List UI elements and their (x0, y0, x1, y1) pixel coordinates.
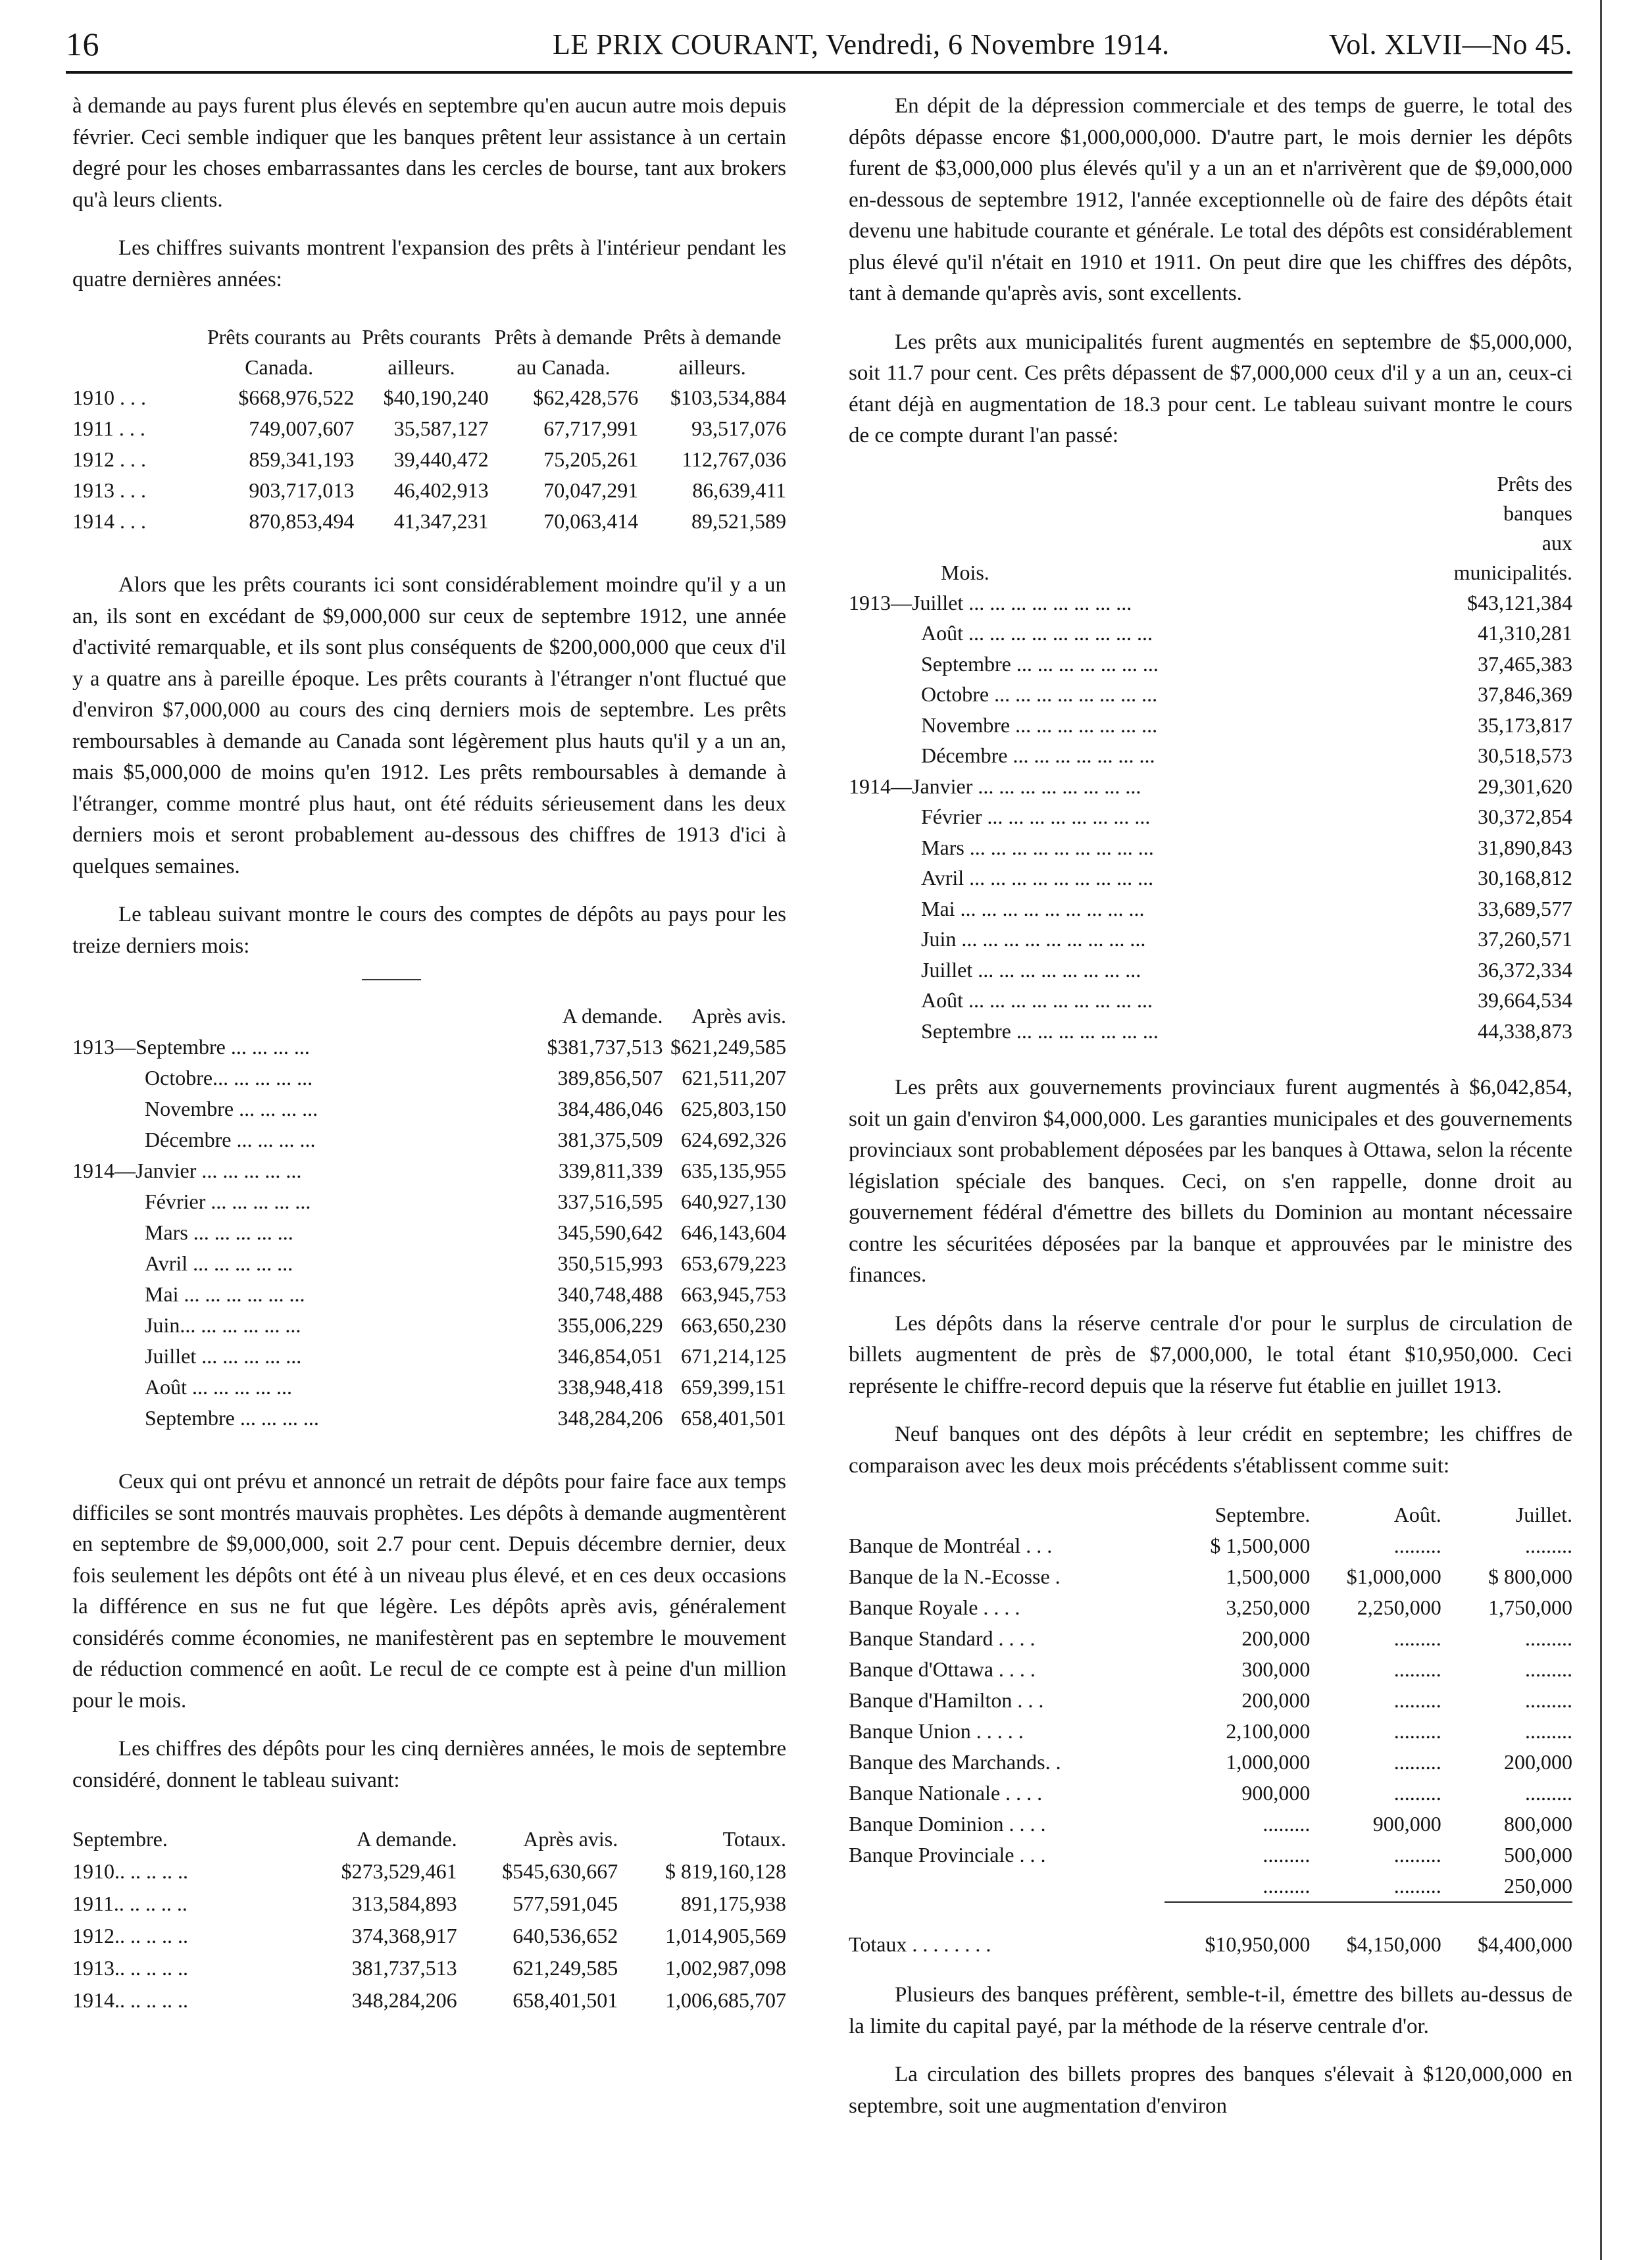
table-row (72, 1310, 786, 1341)
table-header-row (72, 1822, 786, 1855)
table-cell: 577,591,045 (513, 1892, 618, 1915)
table-cell: 89,521,589 (691, 509, 786, 533)
table-cell: 658,401,501 (513, 1988, 618, 2012)
table-row (849, 618, 1572, 649)
row-label: Mai ... ... ... ... ... ... (145, 1282, 305, 1306)
table-cell: 93,517,076 (691, 416, 786, 440)
paragraph: Les prêts aux gouvernements provinciaux furent augmentés à $6,042,854, soit un gain d'environ $4,000,000. Les garanties municipales et des gouvernements provinciaux sont probablement déposées par les banques à Ottawa, selon la récente législation spéciale des banques. Ceci, on s'en rappelle, donne droit au gouvernement fédéral d'émettre des billets du Dominion au montant nécessaire contre les sécuritées déposées par la banque et approuvées par le ministre des finances. (849, 1076, 1572, 1287)
table-cell: 2,250,000 (1357, 1595, 1441, 1619)
row-label: Août ... ... ... ... ... ... ... ... ... (921, 988, 1153, 1012)
table-cell: 671,214,125 (681, 1344, 786, 1368)
table-row (849, 893, 1572, 924)
table-row (849, 1840, 1572, 1871)
table-cell: 300,000 (1241, 1657, 1311, 1681)
table-cell: 39,440,472 (393, 447, 489, 471)
row-label: Septembre ... ... ... ... ... ... ... (921, 1018, 1159, 1043)
table-cell: 1,500,000 (1226, 1565, 1311, 1588)
table-row (849, 1778, 1572, 1809)
row-label: Juillet ... ... ... ... ... ... ... ... (921, 957, 1141, 982)
table-cell: 35,173,817 (1478, 713, 1572, 737)
table-row (849, 740, 1572, 771)
row-label: Banque Dominion . . . . (849, 1812, 1046, 1836)
table-cell: 338,948,418 (557, 1375, 663, 1399)
table-cell: 339,811,339 (558, 1159, 663, 1182)
total-row (849, 1902, 1572, 1960)
row-label: Octobre... ... ... ... ... (145, 1066, 313, 1090)
table-cell: ......... (1393, 1688, 1441, 1712)
table-cell: 1,002,987,098 (665, 1956, 786, 1980)
table-row (849, 649, 1572, 680)
table-row (849, 801, 1572, 832)
table-cell: ......... (1393, 1874, 1441, 1897)
table-row (72, 1063, 786, 1093)
row-label: 1912 . . . (72, 447, 146, 471)
table-cell: 37,260,571 (1478, 927, 1572, 951)
table-cell: $62,428,576 (533, 386, 639, 409)
table-cell: 346,854,051 (557, 1344, 663, 1368)
row-label: Décembre ... ... ... ... (145, 1128, 316, 1151)
table-row (849, 588, 1572, 618)
table-row (849, 1561, 1572, 1592)
table-cell: 35,587,127 (393, 416, 489, 440)
paragraph: à demande au pays furent plus élevés en septembre qu'en aucun autre mois depuis février. Ceci semble indiquer que les banques prêtent leur assistance à un certain degré pour les choses embarrassantes dans les cercles de bourse, tant aux brokers qu'à leurs clients. (72, 94, 786, 212)
row-label: Mars ... ... ... ... ... (145, 1220, 293, 1244)
row-label: 1914.. .. .. .. .. (72, 1988, 188, 2012)
right-column (849, 91, 1572, 2139)
table-cell: ......... (1525, 1534, 1572, 1557)
row-label: 1914—Janvier ... ... ... ... ... ... ... ... (849, 774, 1141, 798)
table-row (849, 1623, 1572, 1654)
table-cell: 200,000 (1241, 1626, 1311, 1650)
table-cell: 30,372,854 (1478, 805, 1572, 828)
volume-number: Vol. XLVII—No 45. (1328, 28, 1572, 61)
row-label: Banque de Montréal . . . (849, 1534, 1053, 1557)
header-rule (66, 71, 1572, 74)
row-label: Banque Union . . . . . (849, 1719, 1024, 1743)
paragraph: Ceux qui ont prévu et annoncé un retrait de dépôts pour faire face aux temps difficiles se sont montrés mauvais prophètes. Les dépôts à demande augmentèrent en septembre de $9,000,000, soit 2.7 pour cent. Depuis décembre dernier, deux fois seulement les dépôts ont été à un niveau plus élevé, et en ces deux occasions la différence en sus ne fut que légère. Les dépôts après avis, généralement considérés comme économies, ne manifestèrent pas en septembre le mouvement de réduction commencé en août. Le recul de ce compte est à peine d'un million pour le mois. (72, 1470, 786, 1713)
table-cell: 29,301,620 (1478, 774, 1572, 798)
table-row (72, 1952, 786, 1984)
table-cell: 36,372,334 (1478, 957, 1572, 982)
table-cell: 250,000 (1504, 1874, 1572, 1897)
table-cell: 46,402,913 (393, 478, 489, 502)
table-cell: 389,856,507 (557, 1066, 663, 1090)
table-cell: $4,400,000 (1441, 1902, 1572, 1960)
table-row (72, 506, 786, 537)
row-label: Août ... ... ... ... ... (145, 1375, 292, 1399)
table-cell: 1,000,000 (1226, 1750, 1311, 1774)
column-header: Totaux. (722, 1827, 786, 1851)
loans-table (72, 322, 786, 537)
row-label: Mai ... ... ... ... ... ... ... ... ... (921, 896, 1145, 920)
table-row (72, 1186, 786, 1217)
table-cell: 350,515,993 (557, 1251, 663, 1275)
table-row (72, 1124, 786, 1155)
table-cell: 41,310,281 (1478, 621, 1572, 645)
row-label: Septembre ... ... ... ... (145, 1406, 319, 1430)
table-cell: ......... (1393, 1626, 1441, 1650)
table-row (849, 955, 1572, 986)
table-cell: 70,063,414 (543, 509, 639, 533)
table-cell: $ 819,160,128 (665, 1859, 786, 1883)
table-cell: 112,767,036 (682, 447, 786, 471)
table-cell: ......... (1525, 1781, 1572, 1805)
table-cell: 891,175,938 (681, 1892, 786, 1915)
table-cell: 39,664,534 (1478, 988, 1572, 1012)
row-label: Février ... ... ... ... ... ... ... ... (921, 805, 1151, 828)
column-header: Prêts des banques (1497, 471, 1572, 525)
row-label: Banque d'Hamilton . . . (849, 1688, 1044, 1712)
table-row (849, 1016, 1572, 1047)
table-cell: 75,205,261 (543, 447, 639, 471)
row-label: 1912.. .. .. .. .. (72, 1924, 188, 1947)
paragraph: Alors que les prêts courants ici sont considérablement moindre qu'il y a un an, ils sont en excédant de $9,000,000 sur ceux de septembre 1912, une année d'activité remarquable, et ils sont plus conséquents de $200,000,000 que ceux d'il y a quatre ans à pareille époque. Les prêts courants à l'étranger n'ont fluctué que d'environ $7,000,000 au cours des cinq derniers mois de septembre. Les prêts remboursables à demande au Canada sont légèrement plus hauts qu'il y a un an, mais $5,000,000 de moins qu'en 1912. Les prêts remboursables à demande à l'étranger, comme montré plus haut, ont été réduits sérieusement dans les deux derniers mois et seront probablement au-dessous des chiffres de 1913 d'ici à quelques semaines. (72, 573, 786, 878)
row-label: Septembre ... ... ... ... ... ... ... (921, 651, 1159, 676)
table-cell: ......... (1263, 1812, 1311, 1836)
table-cell: 621,249,585 (513, 1956, 618, 1980)
table-row (849, 679, 1572, 710)
table-header-row (72, 1000, 786, 1032)
table-cell: 903,717,013 (249, 478, 355, 502)
left-column (72, 91, 786, 2017)
paragraph: En dépit de la dépression commerciale et des temps de guerre, le total des dépôts dépasse encore $1,000,000,000. D'autre part, le mois dernier les dépôts furent de $3,000,000 plus élevés qu'il y a un an et n'arrivèrent que de $9,000,000 en-dessous de septembre 1912, l'année exceptionnelle où de faire des dépôts était devenu une habitude courante et générale. Le total des dépôts est considérablement plus élevé qu'il n'était en 1910 et 1911. On peut dire que les chiffres des dépôts, tant à demande qu'après avis, sont excellents. (849, 94, 1572, 305)
column-header: A demande. (562, 1004, 663, 1028)
gold-reserve-banks-table (849, 1499, 1572, 1960)
municipal-loans-table (849, 469, 1572, 1047)
table-row (849, 1592, 1572, 1623)
september-deposits-table (72, 1822, 786, 2017)
table-cell: 41,347,231 (393, 509, 489, 533)
table-cell: 621,511,207 (682, 1066, 786, 1090)
row-label: Banque des Marchands. . (849, 1750, 1061, 1774)
row-label: Banque de la N.-Ecosse . (849, 1565, 1061, 1588)
column-header: Septembre. (1214, 1503, 1311, 1526)
table-row (72, 382, 786, 413)
table-cell: $545,630,667 (502, 1859, 618, 1883)
table-cell: 659,399,151 (681, 1375, 786, 1399)
table-cell: 1,006,685,707 (665, 1988, 786, 2012)
table-cell: 640,536,652 (513, 1924, 618, 1947)
table-cell: 37,846,369 (1478, 682, 1572, 706)
table-cell: 348,284,206 (351, 1988, 457, 2012)
page-number: 16 (66, 26, 99, 63)
table-row (849, 985, 1572, 1016)
column-header: Septembre. (72, 1827, 168, 1851)
row-label: Décembre ... ... ... ... ... ... ... (921, 743, 1155, 767)
total-label: Totaux . . . . . . . . (849, 1932, 991, 1956)
table-cell: 2,100,000 (1226, 1719, 1311, 1743)
table-cell: 355,006,229 (557, 1313, 663, 1337)
table-row (849, 1809, 1572, 1840)
table-row (849, 1871, 1572, 1902)
row-label: Mars ... ... ... ... ... ... ... ... ... (921, 835, 1154, 859)
table-cell: 800,000 (1504, 1812, 1572, 1836)
row-label: 1913 . . . (72, 478, 146, 502)
row-label (849, 1871, 1164, 1902)
table-row (72, 1217, 786, 1248)
table-cell: 200,000 (1241, 1688, 1311, 1712)
table-row (849, 771, 1572, 802)
table-row (72, 1403, 786, 1434)
paragraph: Neuf banques ont des dépôts à leur crédit en septembre; les chiffres de comparaison avec les deux mois précédents s'établissent comme suit: (849, 1422, 1572, 1478)
table-cell: ......... (1393, 1750, 1441, 1774)
paragraph: Les prêts aux municipalités furent augmentés en septembre de $5,000,000, soit 11.7 pour cent. Ces prêts dépassent de $7,000,000 ceux d'il y a un an, ceux-ci étant déjà en augmentation de 18.3 pour cent. Le tableau suivant montre le cours de ce compte durant l'an passé: (849, 330, 1572, 447)
journal-title: LE PRIX COURANT, Vendredi, 6 Novembre 1914. (553, 28, 1170, 61)
table-header-row (849, 469, 1572, 528)
row-label: Juin ... ... ... ... ... ... ... ... ... (921, 927, 1146, 951)
table-cell: 37,465,383 (1478, 651, 1572, 676)
table-cell: 86,639,411 (692, 478, 786, 502)
row-label: Février ... ... ... ... ... (145, 1190, 311, 1213)
table-cell: ......... (1393, 1781, 1441, 1805)
table-cell: 653,679,223 (681, 1251, 786, 1275)
column-header: Prêts à demande au Canada. (494, 325, 633, 379)
table-cell: ......... (1525, 1719, 1572, 1743)
table-cell: $1,000,000 (1346, 1565, 1441, 1588)
table-cell: 859,341,193 (249, 447, 355, 471)
row-label: Octobre ... ... ... ... ... ... ... ... (921, 682, 1158, 706)
table-row (849, 924, 1572, 955)
paragraph: Les chiffres des dépôts pour les cinq dernières années, le mois de septembre considéré, donnent le tableau suivant: (72, 1737, 786, 1792)
row-label: Banque Standard . . . . (849, 1626, 1036, 1650)
table-row (72, 1984, 786, 2017)
table-cell: ......... (1525, 1688, 1572, 1712)
table-cell: 870,853,494 (249, 509, 355, 533)
table-cell: ......... (1393, 1657, 1441, 1681)
page-edge-line (1600, 0, 1602, 2260)
table-cell: $40,190,240 (383, 386, 489, 409)
row-label: 1910.. .. .. .. .. (72, 1859, 188, 1883)
table-cell: 30,518,573 (1478, 743, 1572, 767)
row-label: 1911.. .. .. .. .. (72, 1892, 188, 1915)
table-cell: 3,250,000 (1226, 1595, 1311, 1619)
table-cell: 500,000 (1504, 1843, 1572, 1867)
row-label: 1910 . . . (72, 386, 146, 409)
row-label: 1913—Septembre ... ... ... ... (72, 1035, 310, 1059)
table-cell: 658,401,501 (681, 1406, 786, 1430)
table-row (72, 1093, 786, 1124)
table-row (72, 413, 786, 444)
table-cell: ......... (1263, 1843, 1311, 1867)
table-row (849, 1685, 1572, 1716)
table-cell: ......... (1393, 1843, 1441, 1867)
row-label: Avril ... ... ... ... ... ... ... ... ... (921, 866, 1154, 890)
page-header (66, 18, 1572, 71)
table-cell: 345,590,642 (557, 1220, 663, 1244)
table-row (72, 1372, 786, 1403)
paragraph: La circulation des billets propres des banques s'élevait à $120,000,000 en septembre, soit une augmentation d'environ (849, 2063, 1572, 2118)
column-header: Juillet. (1515, 1503, 1572, 1526)
table-row (72, 1279, 786, 1310)
table-cell: 1,750,000 (1488, 1595, 1572, 1619)
table-row (72, 444, 786, 475)
column-header: Prêts à demande ailleurs. (643, 325, 782, 379)
table-cell: $103,534,884 (670, 386, 786, 409)
table-row (849, 832, 1572, 863)
table-cell: ......... (1393, 1534, 1441, 1557)
table-cell: 624,692,326 (681, 1128, 786, 1151)
table-cell: 646,143,604 (681, 1220, 786, 1244)
table-row (72, 475, 786, 506)
table-row (72, 1855, 786, 1888)
table-cell: $381,737,513 (547, 1035, 663, 1059)
row-label: Banque Provinciale . . . (849, 1843, 1046, 1867)
table-cell: 200,000 (1504, 1750, 1572, 1774)
table-row (849, 1654, 1572, 1685)
row-label: Novembre ... ... ... ... (145, 1097, 318, 1120)
table-cell: 348,284,206 (557, 1406, 663, 1430)
paragraph: Le tableau suivant montre le cours des comptes de dépôts au pays pour les treize derniers mois: (72, 903, 786, 958)
column-header: Prêts courants au Canada. (207, 325, 351, 379)
table-cell: 374,368,917 (351, 1924, 457, 1947)
column-header: Prêts courants ailleurs. (362, 325, 481, 379)
table-row (72, 1920, 786, 1952)
table-row (849, 1747, 1572, 1778)
row-label: Novembre ... ... ... ... ... ... ... (921, 713, 1158, 737)
table-row (72, 1888, 786, 1920)
table-cell: $4,150,000 (1310, 1902, 1441, 1960)
table-row (72, 1155, 786, 1186)
table-cell: 381,737,513 (351, 1956, 457, 1980)
table-cell: 640,927,130 (681, 1190, 786, 1213)
table-row (72, 1341, 786, 1372)
row-label: Banque d'Ottawa . . . . (849, 1657, 1036, 1681)
table-cell: $10,950,000 (1164, 1902, 1310, 1960)
table-header-row (72, 322, 786, 382)
table-cell: 663,945,753 (681, 1282, 786, 1306)
table-header-row (849, 1499, 1572, 1530)
table-cell: $ 800,000 (1488, 1565, 1572, 1588)
column-header: Mois. (941, 560, 989, 584)
table-cell: 625,803,150 (681, 1097, 786, 1120)
table-cell: 749,007,607 (249, 416, 355, 440)
separator-rule (362, 979, 421, 980)
row-label: Banque Royale . . . . (849, 1595, 1020, 1619)
table-row (849, 863, 1572, 893)
table-cell: 30,168,812 (1478, 866, 1572, 890)
row-label: Juillet ... ... ... ... ... (145, 1344, 302, 1368)
table-cell: $621,249,585 (670, 1035, 786, 1059)
table-header-row (849, 528, 1572, 588)
row-label: 1913.. .. .. .. .. (72, 1956, 188, 1980)
table-cell: 384,486,046 (557, 1097, 663, 1120)
paragraph: Les dépôts dans la réserve centrale d'or pour le surplus de circulation de billets augmentent de près de $7,000,000, le total étant $10,950,000. Ceci représente le chiffre-record depuis que la réserve fut établie en juillet 1913. (849, 1311, 1572, 1398)
table-cell: $273,529,461 (341, 1859, 457, 1883)
paragraph: Plusieurs des banques préfèrent, semble-t-il, émettre des billets au-dessus de la limite du capital payé, par la méthode de la réserve centrale d'or. (849, 1983, 1572, 2038)
row-label: 1914 . . . (72, 509, 146, 533)
column-header: aux municipalités. (1453, 530, 1572, 584)
table-cell: 70,047,291 (543, 478, 639, 502)
table-cell: 31,890,843 (1478, 835, 1572, 859)
column-header: Après avis. (691, 1004, 786, 1028)
table-row (849, 1716, 1572, 1747)
row-label: 1911 . . . (72, 416, 145, 440)
paragraph: Les chiffres suivants montrent l'expansion des prêts à l'intérieur pendant les quatre dernières années: (72, 236, 786, 291)
table-cell: 313,584,893 (351, 1892, 457, 1915)
column-header: A demande. (356, 1827, 457, 1851)
table-cell: ......... (1525, 1626, 1572, 1650)
table-cell: 33,689,577 (1478, 896, 1572, 920)
table-cell: $43,121,384 (1467, 590, 1572, 615)
table-row (72, 1248, 786, 1279)
table-cell: $ 1,500,000 (1210, 1534, 1311, 1557)
column-header: Août. (1393, 1503, 1441, 1526)
table-cell: 900,000 (1372, 1812, 1441, 1836)
table-row (849, 710, 1572, 741)
table-cell: 635,135,955 (681, 1159, 786, 1182)
table-cell: 340,748,488 (557, 1282, 663, 1306)
table-cell: 900,000 (1241, 1781, 1311, 1805)
row-label: Avril ... ... ... ... ... (145, 1251, 293, 1275)
table-row (849, 1530, 1572, 1561)
row-label: 1913—Juillet ... ... ... ... ... ... ... ... (849, 590, 1132, 615)
table-cell: 67,717,991 (543, 416, 639, 440)
row-label: Banque Nationale . . . . (849, 1781, 1043, 1805)
table-cell: 44,338,873 (1478, 1018, 1572, 1043)
table-cell: $668,976,522 (238, 386, 355, 409)
row-label: Juin... ... ... ... ... ... (145, 1313, 301, 1337)
table-cell: 1,014,905,569 (665, 1924, 786, 1947)
table-cell: 381,375,509 (557, 1128, 663, 1151)
table-cell: ......... (1393, 1719, 1441, 1743)
table-row (72, 1032, 786, 1063)
column-header: Après avis. (523, 1827, 618, 1851)
deposits-table (72, 1000, 786, 1434)
row-label: 1914—Janvier ... ... ... ... ... (72, 1159, 302, 1182)
table-cell: ......... (1263, 1874, 1311, 1897)
row-label: Août ... ... ... ... ... ... ... ... ... (921, 621, 1153, 645)
table-cell: 337,516,595 (557, 1190, 663, 1213)
table-cell: ......... (1525, 1657, 1572, 1681)
table-cell: 663,650,230 (681, 1313, 786, 1337)
